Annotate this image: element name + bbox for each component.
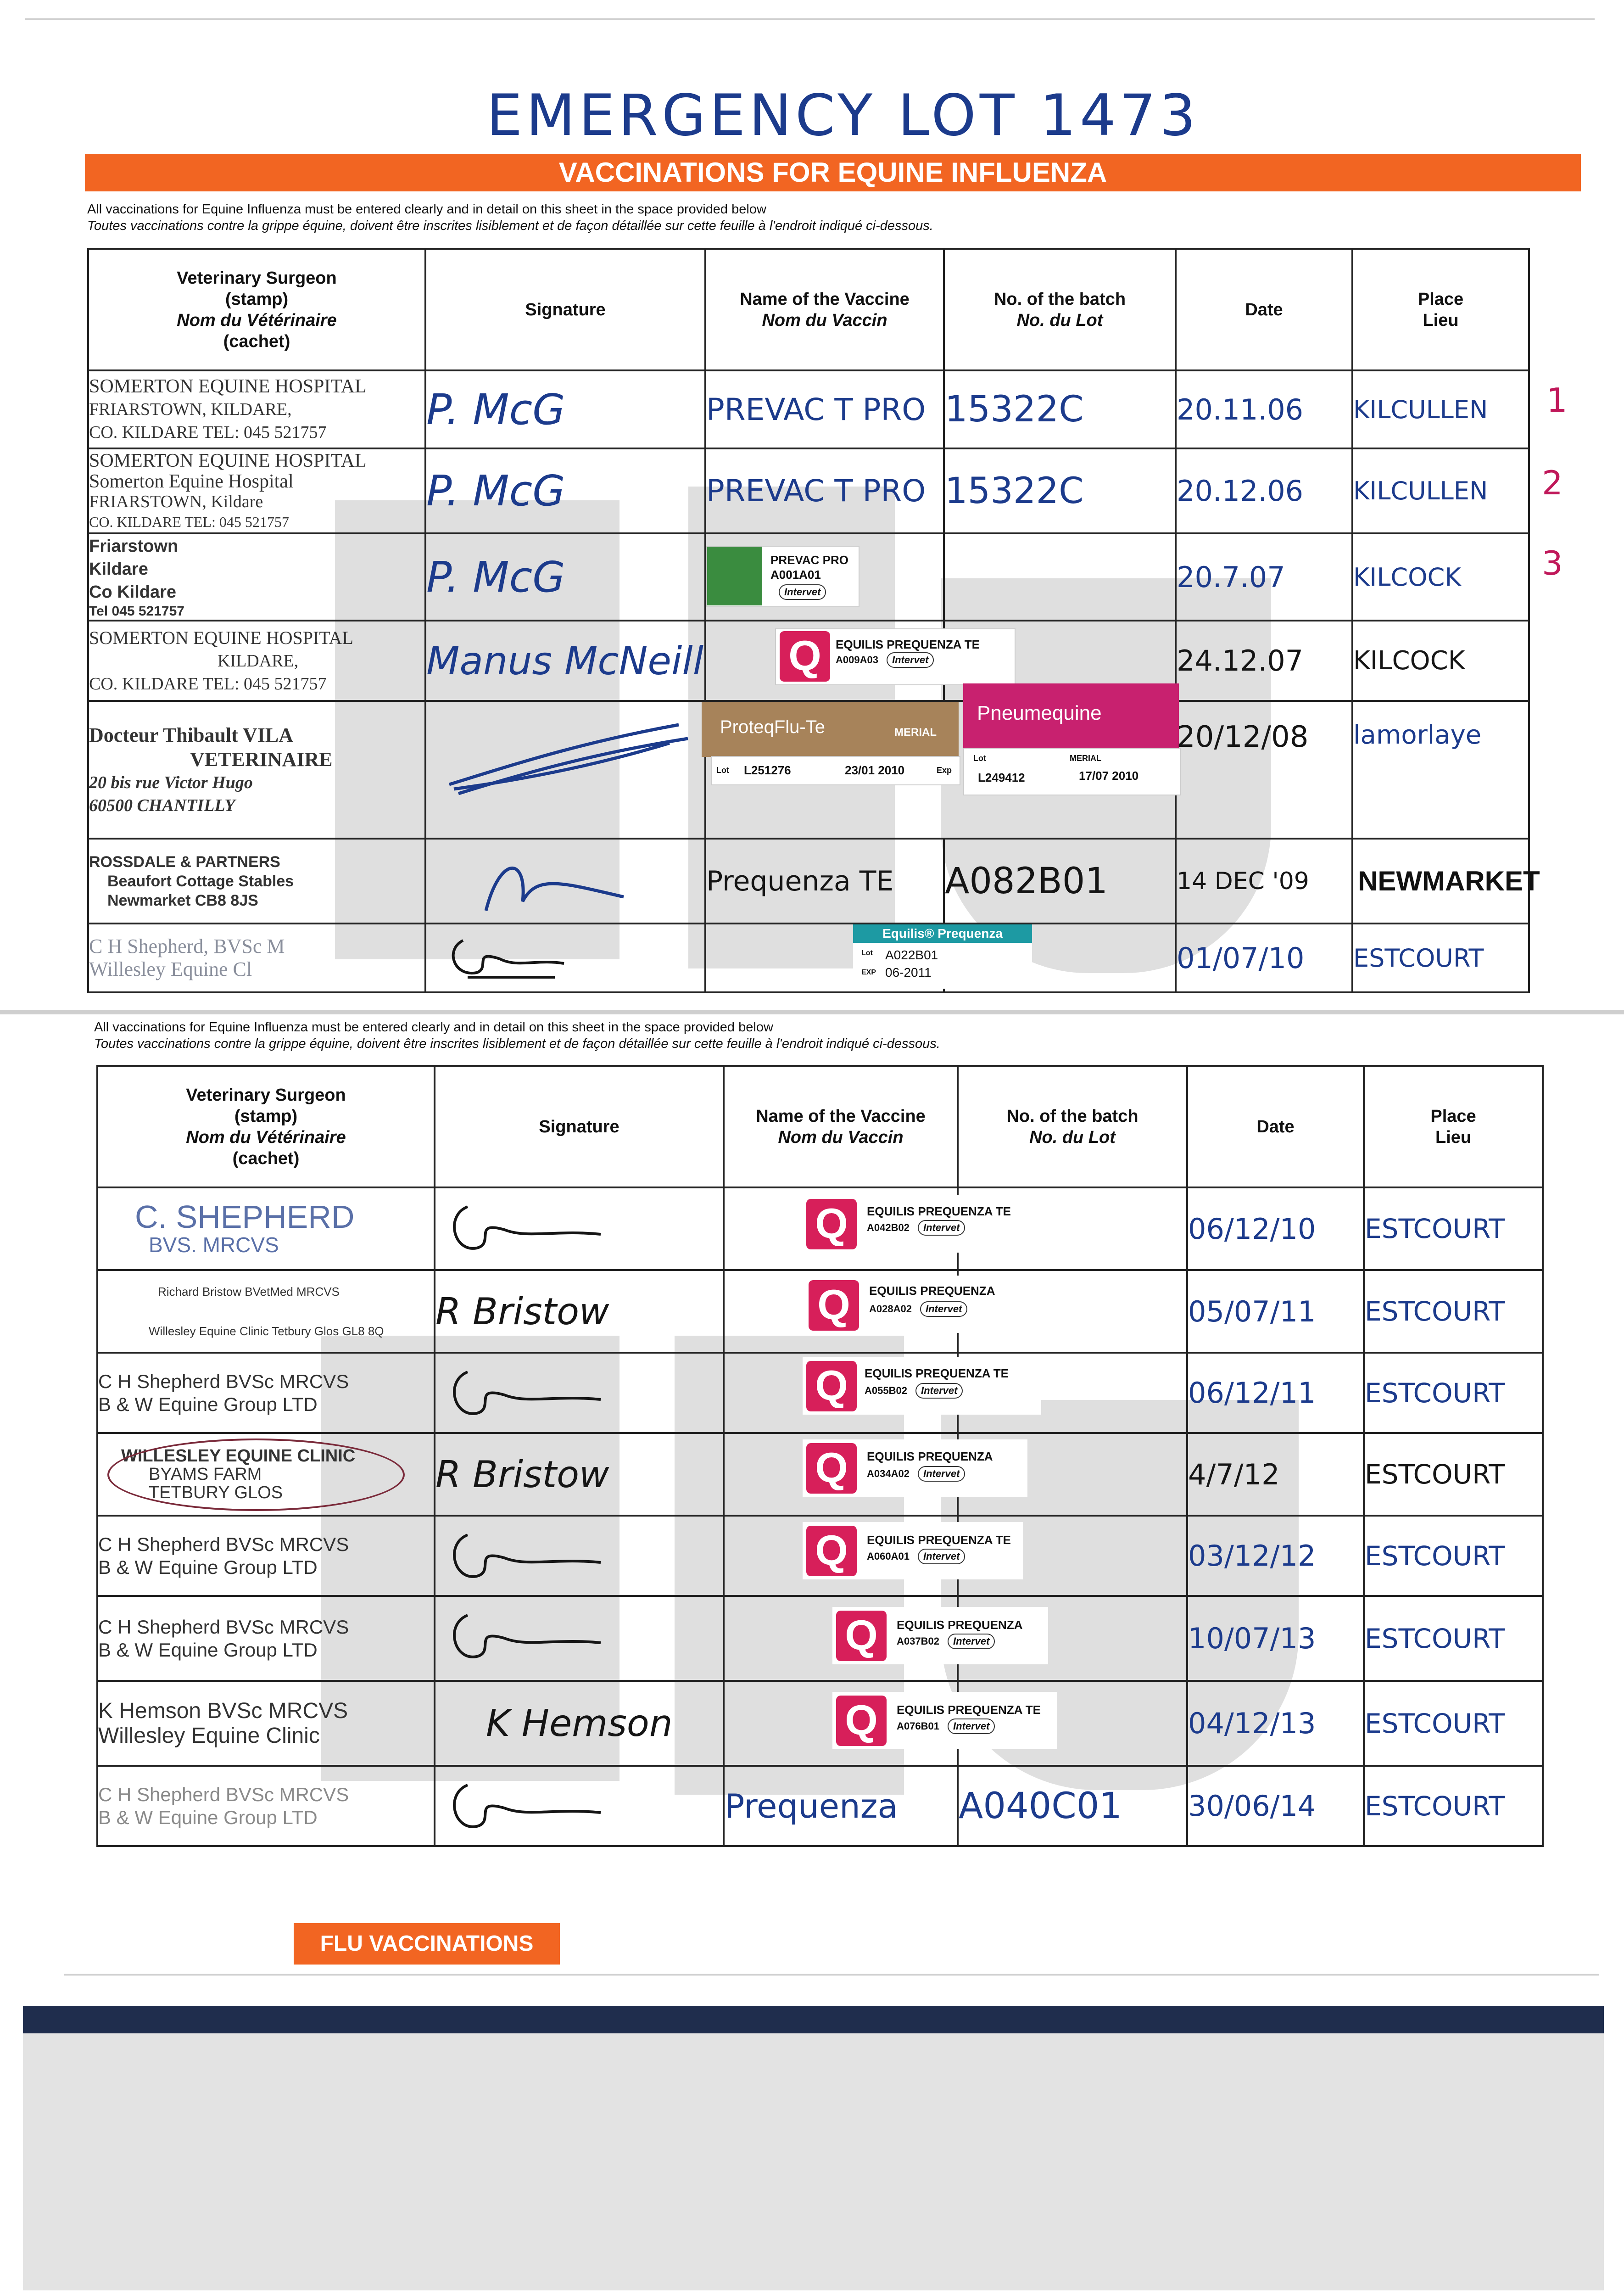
stamp-line: CO. KILDARE TEL: 045 521757 (89, 513, 289, 530)
place: ESTCOURT (1364, 1766, 1543, 1846)
label-lot: A037B02 (897, 1635, 939, 1647)
table-row (97, 1681, 1543, 1766)
vet-stamp (97, 1681, 435, 1766)
label-lot: A060A01 (867, 1551, 910, 1562)
stamp-line: BVS. MRCVS (149, 1233, 279, 1257)
place: ESTCOURT (1364, 1516, 1543, 1596)
signature-scribble-icon (440, 716, 697, 807)
label-lot: A042B02 (867, 1222, 910, 1233)
q-logo-icon (806, 1443, 857, 1494)
label-lot: L249412 (978, 771, 1025, 784)
stamp-line: KILDARE, (218, 651, 299, 671)
stamp-line: SOMERTON EQUINE HOSPITAL (89, 450, 367, 471)
label-maker: Intervet (918, 1549, 965, 1564)
date: 20.11.06 (1176, 370, 1352, 448)
table-row (88, 839, 1529, 924)
place: KILCOCK (1352, 621, 1529, 701)
vet-stamp (97, 1187, 435, 1270)
col-vaccine-en: Name of the Vaccine (740, 289, 910, 309)
footer-navy-band (23, 2006, 1604, 2033)
col-vaccine-fr: Nom du Vaccin (762, 310, 887, 330)
table-row (88, 701, 1529, 839)
vaccine-label-pneumequine (963, 683, 1179, 748)
label-lot: A001A01 (770, 568, 821, 582)
place: ESTCOURT (1364, 1596, 1543, 1681)
label-exp: 23/01 2010 (845, 763, 905, 777)
stamp-line: FRIARSTOWN, Kildare (89, 492, 263, 511)
stamp-line: BYAMS FARM (149, 1465, 262, 1484)
stamp-line: Friarstown (89, 537, 179, 556)
place: NEWMARKET (1352, 839, 1529, 924)
col-vet-header (88, 249, 425, 370)
stamp-line: C H Shepherd BVSc MRCVS (98, 1533, 349, 1555)
stamp-line: C H Shepherd BVSc MRCVS (98, 1370, 349, 1392)
table-row (97, 1766, 1543, 1846)
label-name: EQUILIS PREQUENZA (897, 1618, 1023, 1632)
vaccine-label-cell (724, 1596, 1023, 1681)
batch-number (958, 1596, 1187, 1681)
col-vet-stamp: (stamp) (225, 289, 289, 309)
footer-gray-panel (23, 2033, 1604, 2290)
q-logo-icon (806, 1199, 857, 1249)
date: 06/12/11 (1187, 1353, 1364, 1433)
footer-rule (64, 1974, 1599, 1976)
col-batch-header (944, 249, 1176, 370)
signature (425, 839, 705, 924)
col-vet-cachet: (cachet) (223, 331, 290, 351)
stamp-line: Willesley Equine Clinic (98, 1723, 320, 1748)
notice-fr: Toutes vaccinations contre la grippe équine, doivent être inscrites lisiblement et de façon détaillée sur cette feuille à l'endroit indiqué ci-dessous. (87, 218, 933, 233)
vaccine-name: Prequenza (724, 1766, 958, 1846)
signature-scribble-icon (445, 1776, 619, 1840)
signature (435, 1187, 724, 1270)
stamp-line: B & W Equine Group LTD (98, 1639, 318, 1661)
stamp-line: C H Shepherd, BVSc M (89, 935, 285, 957)
signature (435, 1516, 724, 1596)
stamp-line: C H Shepherd BVSc MRCVS (98, 1616, 349, 1638)
signature-scribble-icon (445, 1526, 619, 1590)
vaccine-label-cell (705, 701, 1176, 839)
batch-number (958, 1270, 1187, 1353)
date: 03/12/12 (1187, 1516, 1364, 1596)
stamp-line: CO. KILDARE TEL: 045 521757 (89, 674, 327, 694)
vaccine-label-cell (705, 533, 944, 621)
col-signature-header: Signature (425, 249, 705, 370)
vaccination-table-2 (96, 1065, 1544, 1847)
label-name: EQUILIS PREQUENZA (869, 1284, 995, 1298)
date: 05/07/11 (1187, 1270, 1364, 1353)
label-name: PREVAC PRO (770, 553, 848, 567)
label-lot-prefix: Lot (973, 754, 986, 763)
label-exp: 06-2011 (885, 965, 932, 980)
handwritten-header: EMERGENCY LOT 1473 (486, 83, 1200, 149)
col-vaccine-header (724, 1066, 958, 1187)
stamp-line: K Hemson BVSc MRCVS (98, 1698, 348, 1723)
vaccine-label-cell (705, 924, 1003, 992)
q-logo-icon (806, 1361, 857, 1411)
label-lot: A028A02 (869, 1303, 912, 1315)
vet-stamp (97, 1353, 435, 1433)
stamp-line: C. SHEPHERD (135, 1199, 355, 1235)
vaccine-label-prevac (706, 546, 859, 607)
table-row (97, 1270, 1543, 1353)
stamp-line: Beaufort Cottage Stables (107, 872, 294, 890)
stamp-line: B & W Equine Group LTD (98, 1556, 318, 1578)
vet-stamp (88, 701, 425, 839)
stamp-line: Willesley Equine Clinic Tetbury Glos GL8 8Q (149, 1324, 384, 1338)
col-signature-header: Signature (435, 1066, 724, 1187)
q-logo-icon (836, 1611, 887, 1661)
prevac-logo-icon (707, 547, 762, 605)
stamp-line: ROSSDALE & PARTNERS (89, 853, 280, 871)
batch-number: A082B01 (944, 839, 1176, 924)
label-lot: A022B01 (885, 948, 938, 962)
col-vet-en: Veterinary Surgeon (186, 1085, 346, 1105)
batch-number (958, 1433, 1187, 1516)
col-vet-fr: Nom du Vétérinaire (186, 1127, 346, 1147)
stamp-line: WILLESLEY EQUINE CLINIC (121, 1446, 356, 1466)
col-place-en: Place (1418, 289, 1464, 309)
place: ESTCOURT (1364, 1270, 1543, 1353)
place: KILCULLEN (1352, 370, 1529, 448)
place: ESTCOURT (1364, 1433, 1543, 1516)
vaccine-label-pneumequine-lot (963, 748, 1181, 795)
signature: Manus McNeill (425, 621, 705, 701)
sheet-fold-line (0, 1010, 1624, 1014)
label-exp-prefix: EXP (861, 968, 876, 976)
page-title: VACCINATIONS FOR EQUINE INFLUENZA (85, 154, 1581, 191)
vaccine-label-proteqflu-lot (711, 756, 960, 785)
signature-scribble-icon (472, 846, 656, 920)
stamp-line: FRIARSTOWN, KILDARE, (89, 400, 292, 419)
table-row (97, 1516, 1543, 1596)
vet-stamp (97, 1433, 435, 1516)
q-logo-icon (806, 1526, 857, 1576)
table-1-header-row (88, 249, 1529, 370)
stamp-line: C H Shepherd BVSc MRCVS (98, 1783, 349, 1805)
batch-number (944, 924, 1176, 992)
label-maker: Intervet (915, 1383, 963, 1399)
vet-stamp (97, 1766, 435, 1846)
label-maker: Intervet (918, 1466, 965, 1482)
place: ESTCOURT (1364, 1187, 1543, 1270)
label-name: Equilis® Prequenza (853, 924, 1032, 943)
place: ESTCOURT (1352, 924, 1529, 992)
table-row (88, 370, 1529, 448)
notice-en: All vaccinations for Equine Influenza must be entered clearly and in detail on this sheet in the space provided below (87, 202, 766, 217)
label-lot: A076B01 (897, 1720, 939, 1732)
stamp-line: Newmarket CB8 8JS (107, 891, 258, 909)
vet-stamp (97, 1596, 435, 1681)
batch-number (958, 1516, 1187, 1596)
stamp-line: SOMERTON EQUINE HOSPITAL (89, 627, 353, 648)
date: 24.12.07 (1176, 621, 1352, 701)
date: 20.12.06 (1176, 448, 1352, 533)
signature: R Bristow (435, 1270, 724, 1353)
vet-stamp (88, 839, 425, 924)
margin-note-1: 1 (1546, 381, 1568, 420)
col-place-fr: Lieu (1435, 1127, 1472, 1147)
batch-number: 15322C (944, 448, 1176, 533)
table-row (88, 448, 1529, 533)
signature: P. McG (425, 533, 705, 621)
stamp-line: VETERINAIRE (190, 748, 333, 771)
vet-stamp (88, 924, 425, 992)
label-lot: A055B02 (865, 1385, 907, 1396)
date: 04/12/13 (1187, 1681, 1364, 1766)
label-exp: 17/07 2010 (1079, 769, 1139, 783)
label-exp-prefix: Exp (937, 766, 952, 775)
label-name: EQUILIS PREQUENZA TE (867, 1533, 1011, 1547)
stamp-line: 20 bis rue Victor Hugo (89, 773, 253, 792)
table-row (97, 1433, 1543, 1516)
col-vaccine-header (705, 249, 944, 370)
place: ESTCOURT (1364, 1681, 1543, 1766)
label-name: Pneumequine (977, 702, 1102, 724)
signature-scribble-icon (445, 931, 582, 986)
date: 14 DEC '09 (1176, 839, 1352, 924)
col-batch-fr: No. du Lot (1016, 310, 1103, 330)
stamp-line: Richard Bristow BVetMed MRCVS (158, 1285, 340, 1299)
col-batch-fr: No. du Lot (1029, 1127, 1116, 1147)
date: 06/12/10 (1187, 1187, 1364, 1270)
label-lot-prefix: Lot (716, 766, 729, 775)
signature-scribble-icon (445, 1198, 619, 1262)
notice-en: All vaccinations for Equine Influenza must be entered clearly and in detail on this sheet in the space provided below (94, 1020, 773, 1035)
date: 20/12/08 (1176, 701, 1352, 839)
label-lot: L251276 (744, 763, 791, 777)
table-row (88, 621, 1529, 701)
place: ESTCOURT (1364, 1353, 1543, 1433)
label-name: ProteqFlu-Te (720, 717, 825, 737)
vaccine-label-cell (724, 1681, 1041, 1766)
stamp-line: Somerton Equine Hospital (89, 470, 294, 492)
col-vet-stamp: (stamp) (234, 1106, 298, 1126)
col-vet-fr: Nom du Vétérinaire (177, 310, 337, 330)
vet-stamp (97, 1516, 435, 1596)
label-maker: MERIAL (894, 726, 937, 739)
place: KILCULLEN (1352, 448, 1529, 533)
label-name: EQUILIS PREQUENZA TE (865, 1366, 1009, 1380)
batch-number (958, 1681, 1187, 1766)
signature: R Bristow (435, 1433, 724, 1516)
vaccine-name: Prequenza TE (705, 839, 944, 924)
col-vet-en: Veterinary Surgeon (177, 268, 337, 288)
batch-number (958, 1353, 1187, 1433)
vet-stamp (88, 621, 425, 701)
vaccine-label-proteqflu (702, 702, 959, 757)
stamp-line: TETBURY GLOS (149, 1483, 283, 1502)
vaccine-name: PREVAC T PRO (705, 448, 944, 533)
table-row (88, 533, 1529, 621)
date: 30/06/14 (1187, 1766, 1364, 1846)
stamp-line: Tel 045 521757 (89, 604, 184, 619)
batch-number (958, 1187, 1187, 1270)
vaccine-label-cell (724, 1270, 995, 1353)
label-maker: Intervet (918, 1220, 965, 1236)
date: 01/07/10 (1176, 924, 1352, 992)
notice-fr: Toutes vaccinations contre la grippe équine, doivent être inscrites lisiblement et de façon détaillée sur cette feuille à l'endroit indiqué ci-dessous. (94, 1036, 940, 1051)
signature (425, 701, 705, 839)
col-batch-en: No. of the batch (993, 289, 1126, 309)
label-lot-prefix: Lot (861, 949, 873, 957)
label-maker: MERIAL (1070, 754, 1101, 763)
col-vet-header (97, 1066, 435, 1187)
stamp-line: Docteur Thibault VILA (89, 724, 293, 746)
stamp-line: 60500 CHANTILLY (89, 796, 235, 815)
vaccine-name: PREVAC T PRO (705, 370, 944, 448)
notice-2 (94, 1019, 1517, 1052)
vaccine-label-cell (724, 1433, 993, 1516)
q-logo-icon (780, 631, 830, 682)
vet-stamp (88, 533, 425, 621)
signature (425, 924, 705, 992)
place: KILCOCK (1352, 533, 1529, 621)
table-row (97, 1596, 1543, 1681)
label-name: EQUILIS PREQUENZA (867, 1450, 993, 1463)
col-date-header: Date (1187, 1066, 1364, 1187)
q-logo-icon (809, 1280, 859, 1331)
vet-stamp (88, 448, 425, 533)
col-vet-cachet: (cachet) (232, 1148, 300, 1168)
date: 10/07/13 (1187, 1596, 1364, 1681)
footer-tab: FLU VACCINATIONS (294, 1923, 560, 1965)
label-lot: A009A03 (836, 654, 878, 666)
date: 20.7.07 (1176, 533, 1352, 621)
margin-note-3: 3 (1542, 544, 1563, 582)
signature: P. McG (425, 370, 705, 448)
batch-number: 15322C (944, 370, 1176, 448)
table-row (97, 1187, 1543, 1270)
label-maker: Intervet (948, 1634, 995, 1649)
vaccine-label-cell (724, 1187, 1011, 1270)
table-row (97, 1353, 1543, 1433)
label-maker: Intervet (779, 584, 826, 600)
col-date-header: Date (1176, 249, 1352, 370)
notice-1 (87, 201, 1510, 234)
label-name: EQUILIS PREQUENZA TE (867, 1204, 1011, 1218)
label-maker: Intervet (948, 1718, 995, 1734)
stamp-line: Co Kildare (89, 582, 177, 602)
margin-note-2: 2 (1542, 464, 1563, 502)
batch-number (944, 533, 1176, 621)
label-lot: A034A02 (867, 1468, 910, 1479)
stamp-line: B & W Equine Group LTD (98, 1806, 318, 1828)
date: 4/7/12 (1187, 1433, 1364, 1516)
col-vaccine-en: Name of the Vaccine (756, 1106, 926, 1126)
vaccine-label-cell (724, 1516, 1011, 1596)
top-border (25, 18, 1595, 20)
vaccine-label-cell (724, 1353, 1009, 1433)
signature (435, 1766, 724, 1846)
signature: P. McG (425, 448, 705, 533)
oval-stamp-icon (107, 1439, 405, 1511)
label-name: EQUILIS PREQUENZA TE (836, 638, 980, 651)
signature: K Hemson (435, 1681, 724, 1766)
vet-stamp (97, 1270, 435, 1353)
table-2-header-row (97, 1066, 1543, 1187)
batch-number: A040C01 (958, 1766, 1187, 1846)
vaccine-label-cell (705, 621, 980, 701)
col-batch-header (958, 1066, 1187, 1187)
q-logo-icon (836, 1696, 887, 1746)
stamp-line: B & W Equine Group LTD (98, 1393, 318, 1415)
vaccination-table-1 (87, 248, 1540, 993)
col-vaccine-fr: Nom du Vaccin (778, 1127, 904, 1147)
place: lamorlaye (1352, 701, 1529, 839)
signature (435, 1596, 724, 1681)
signature (435, 1353, 724, 1433)
col-place-en: Place (1430, 1106, 1476, 1126)
col-place-header (1364, 1066, 1543, 1187)
signature-scribble-icon (445, 1606, 619, 1670)
label-maker: Intervet (887, 652, 934, 668)
stamp-line: Kildare (89, 560, 148, 579)
signature-scribble-icon (445, 1363, 619, 1427)
vet-stamp (88, 370, 425, 448)
label-name: EQUILIS PREQUENZA TE (897, 1703, 1041, 1717)
col-place-header (1352, 249, 1529, 370)
stamp-line: CO. KILDARE TEL: 045 521757 (89, 423, 327, 442)
label-maker: Intervet (920, 1301, 967, 1317)
col-place-fr: Lieu (1423, 310, 1459, 330)
col-batch-en: No. of the batch (1006, 1106, 1138, 1126)
stamp-line: Willesley Equine Cl (89, 958, 252, 980)
table-row (88, 924, 1529, 992)
stamp-line: SOMERTON EQUINE HOSPITAL (89, 376, 367, 397)
